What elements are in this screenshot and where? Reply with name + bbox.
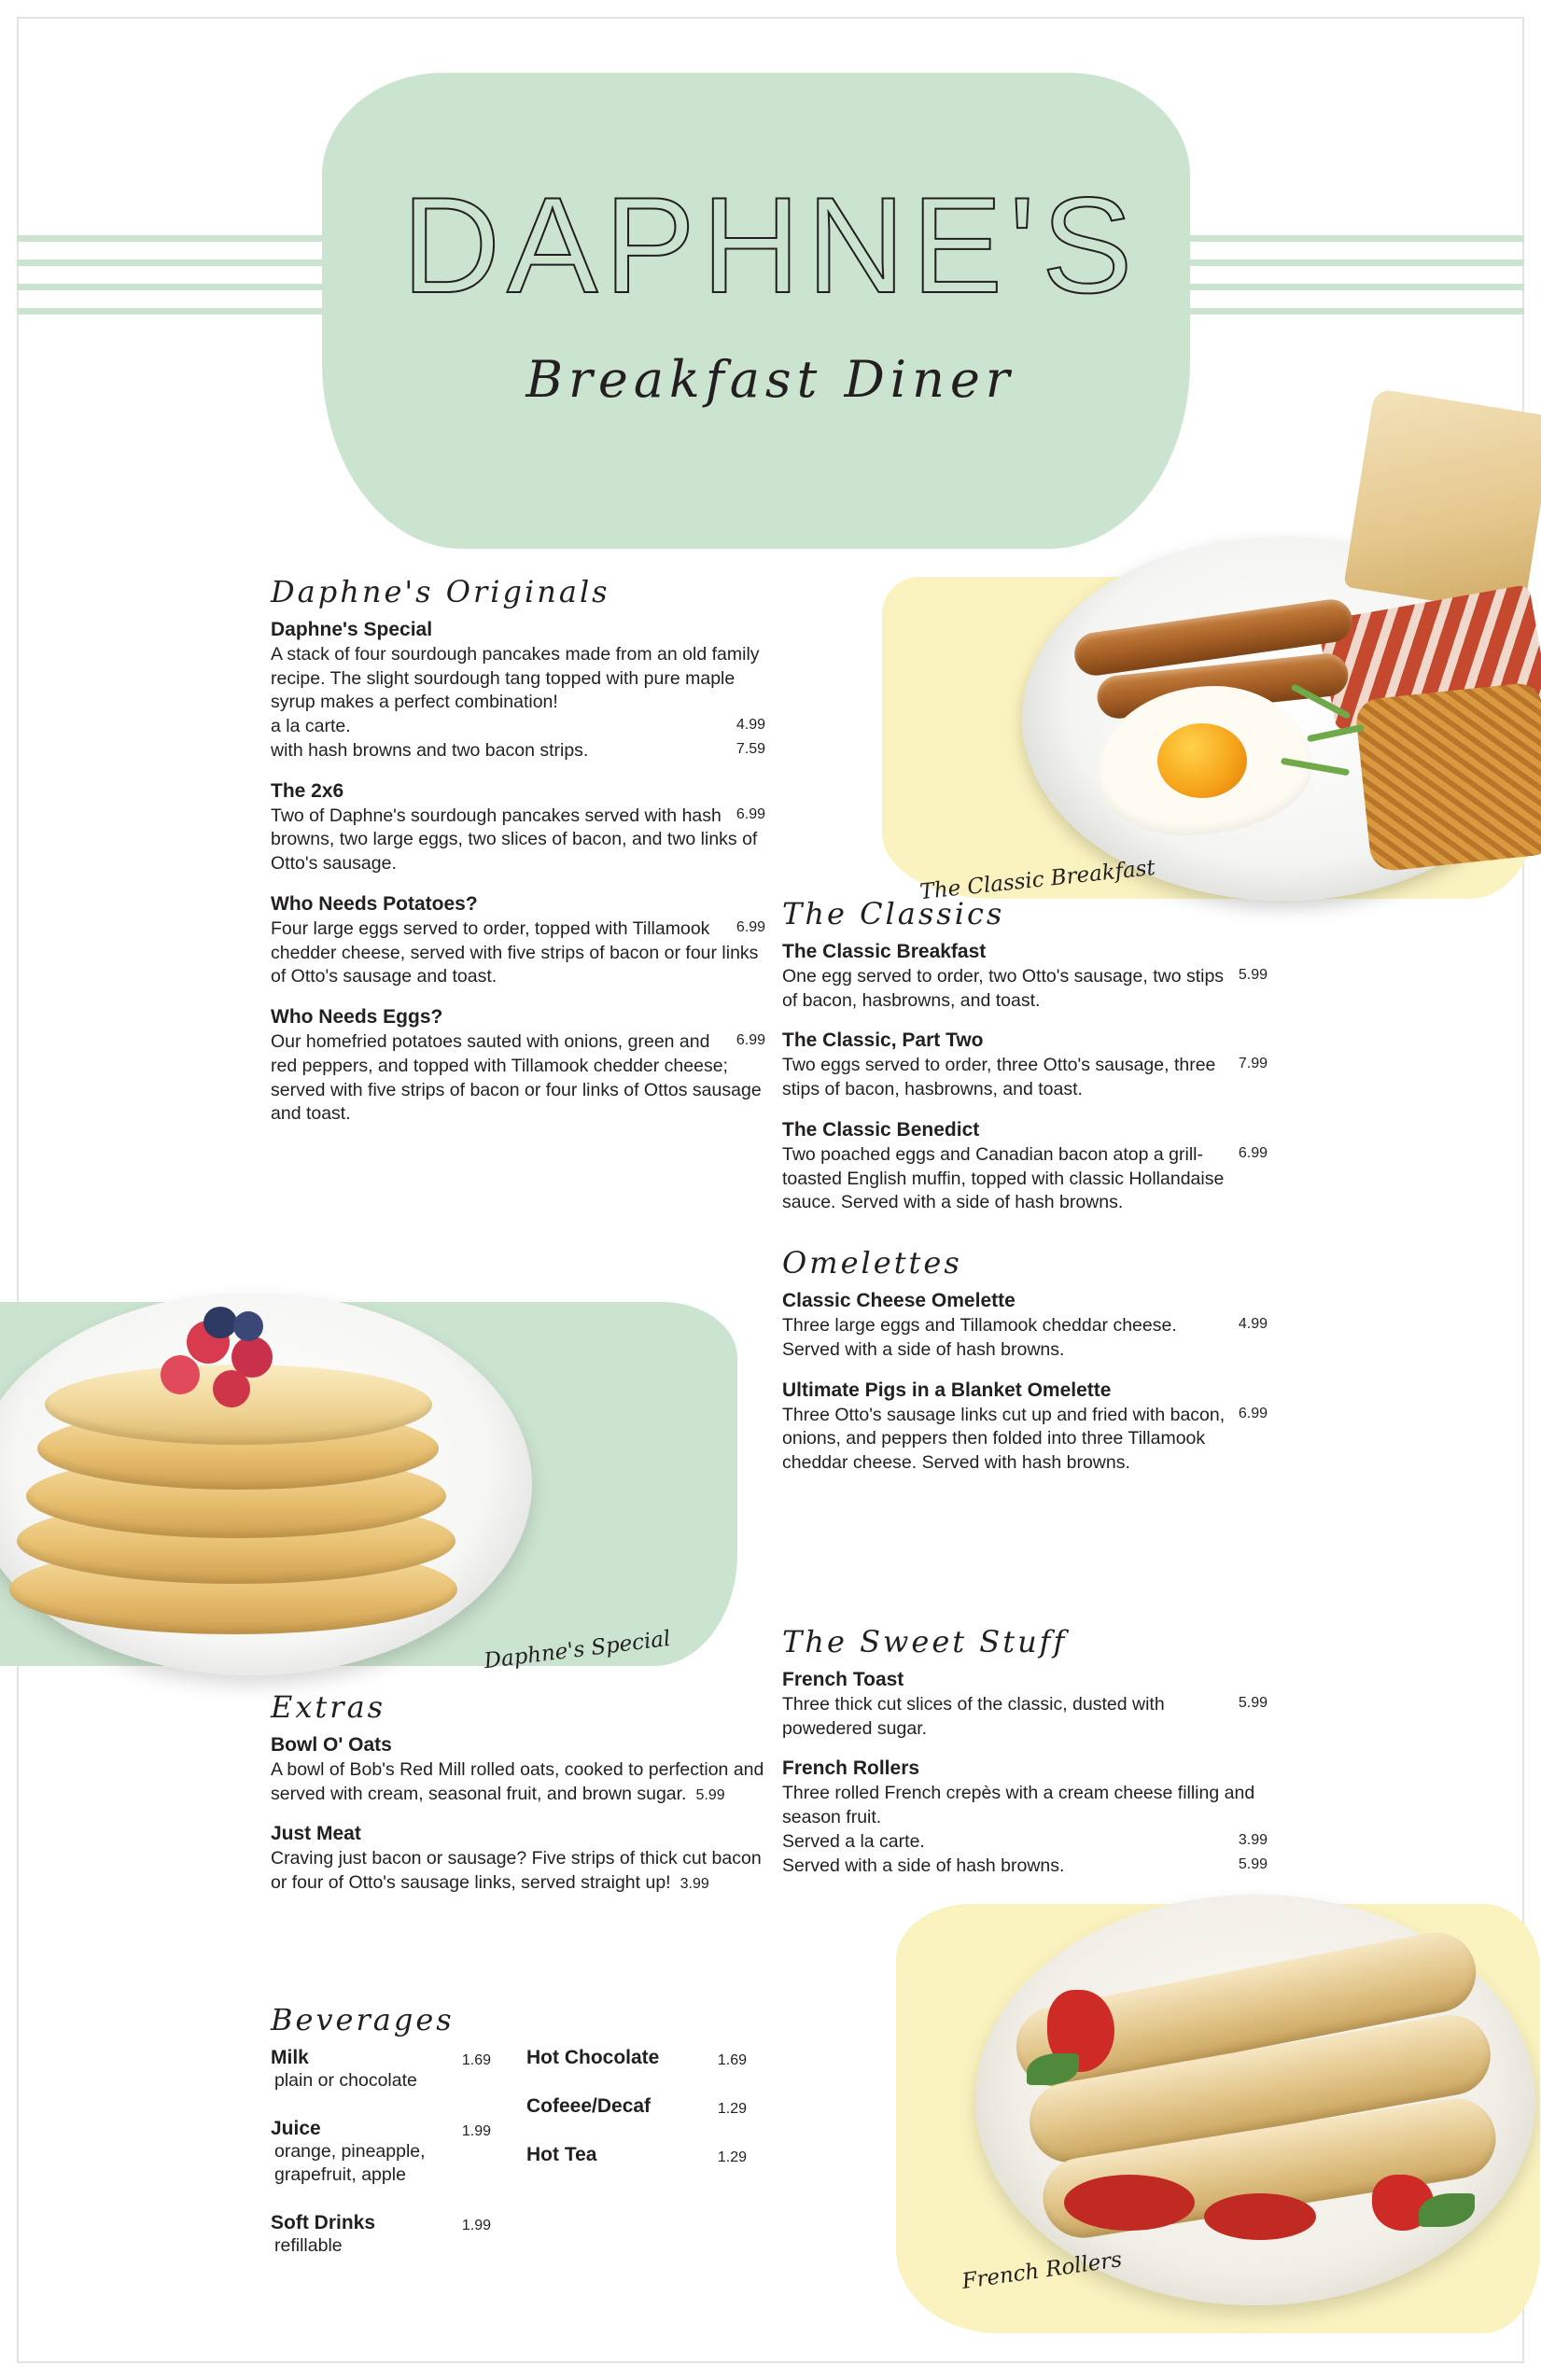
beverage-item: [271, 2212, 491, 2257]
menu-item: [271, 1823, 765, 1895]
section-heading: Extras: [271, 1689, 386, 1725]
beverages-column-left: [271, 2047, 491, 2263]
beverage-item: [526, 2047, 747, 2069]
beverage-price: 1.99: [461, 2123, 491, 2140]
beverage-price: 1.99: [461, 2218, 491, 2234]
item-description-row: [271, 917, 765, 989]
egg-yolk-shape: [1157, 723, 1247, 798]
item-description: Three large eggs and Tillamook cheddar cheese. Served with a side of hash browns.: [782, 1315, 1177, 1360]
beverages-column-right: [526, 2047, 747, 2263]
item-description: A stack of four sourdough pancakes made from an old family recipe. The slight sourdough tang topped with pure maple syrup makes a perfect combination!: [271, 644, 760, 713]
restaurant-tagline: Breakfast Diner: [525, 350, 1016, 409]
item-description-row: [271, 805, 765, 876]
beverage-sub: refillable: [274, 2235, 343, 2257]
item-name: The Classic Breakfast: [782, 941, 987, 962]
item-description-text: A bowl of Bob's Red Mill rolled oats, cooked to perfection and served with cream, seasonal fruit, and brown sugar.: [271, 1759, 764, 1804]
item-description: Our homefried potatoes sauted with onions, green and red peppers, and topped with Tillamook chedder cheese; served with five strips of bacon or four links of Ottos sausage and toast.: [271, 1031, 762, 1125]
item-name: Classic Cheese Omelette: [782, 1290, 1016, 1312]
item-price: 6.99: [735, 918, 765, 935]
beverage-name: Milk: [271, 2047, 309, 2068]
restaurant-name: DAPHNE'S: [401, 169, 1140, 321]
item-price: 5.99: [695, 1786, 725, 1803]
item-option-label: Served with a side of hash browns.: [782, 1855, 1065, 1876]
section-extras: [271, 1689, 765, 1912]
item-description: Three Otto's sausage links cut up and fried with bacon, onions, and peppers then folded into three Tillamook cheddar cheese. Served with hash browns.: [782, 1404, 1226, 1474]
item-name: Ultimate Pigs in a Blanket Omelette: [782, 1379, 1112, 1401]
item-option-row: [271, 739, 765, 763]
item-price: 3.99: [1238, 1831, 1268, 1848]
menu-item: [782, 1029, 1268, 1101]
section-beverages: [271, 2002, 775, 2263]
beverage-item: [526, 2095, 747, 2118]
beverage-item: [271, 2118, 491, 2186]
beverage-price: 1.69: [717, 2052, 747, 2068]
item-price: 5.99: [1238, 1855, 1268, 1872]
menu-item: [782, 1757, 1268, 1878]
beverage-sub: plain or chocolate: [274, 2070, 417, 2091]
beverage-item: [271, 2047, 491, 2092]
menu-header: [0, 0, 1541, 560]
menu-item: [271, 780, 765, 876]
blueberry-shape: [233, 1311, 263, 1341]
item-option-row: [782, 1855, 1268, 1879]
beverage-name: Hot Tea: [526, 2144, 597, 2165]
beverage-name: Hot Chocolate: [526, 2047, 660, 2068]
section-heading: Daphne's Originals: [271, 574, 610, 609]
item-price: 6.99: [735, 805, 765, 822]
section-daphnes-originals: [271, 574, 765, 1143]
beverage-sub: orange, pineapple, grapefruit, apple: [274, 2141, 426, 2185]
item-description-row: [271, 1030, 765, 1127]
sauce-shape: [1064, 2175, 1195, 2231]
menu-item: [782, 941, 1268, 1013]
item-name: Bowl O' Oats: [271, 1734, 392, 1756]
section-the-classics: [782, 896, 1268, 1492]
item-description-row: [782, 1143, 1268, 1215]
beverage-name: Soft Drinks: [271, 2212, 376, 2234]
item-description: Three rolled French crepès with a cream cheese filling and season fruit.: [782, 1783, 1255, 1828]
menu-item: [271, 619, 765, 763]
section-heading: Omelettes: [782, 1245, 962, 1281]
menu-item: [271, 1006, 765, 1127]
item-price: 7.59: [735, 740, 765, 757]
menu-item: [782, 1669, 1268, 1741]
item-option-label: Served a la carte.: [782, 1830, 925, 1852]
section-heading: Beverages: [271, 2002, 455, 2037]
item-description-row: [782, 1054, 1268, 1101]
item-price: 6.99: [1238, 1405, 1268, 1421]
hashbrown-shape: [1354, 681, 1541, 873]
menu-item: [782, 1119, 1268, 1215]
item-name: Who Needs Eggs?: [271, 1006, 443, 1029]
sauce-shape: [1204, 2193, 1316, 2240]
section-heading: The Sweet Stuff: [782, 1624, 1068, 1659]
item-description: Two of Daphne's sourdough pancakes served with hash browns, two large eggs, two slices of bacon, and two links of Otto's sausage.: [271, 805, 758, 875]
item-name: Just Meat: [271, 1823, 361, 1845]
photo-caption-rollers: French Rollers: [960, 2247, 1124, 2294]
item-option-label: with hash browns and two bacon strips.: [271, 739, 589, 761]
item-name: Daphne's Special: [271, 619, 433, 640]
raspberry-shape: [161, 1355, 200, 1394]
item-name: French Toast: [782, 1669, 904, 1690]
item-name: The Classic Benedict: [782, 1118, 980, 1141]
item-price: 6.99: [1238, 1144, 1268, 1161]
item-option-row: [782, 1830, 1268, 1855]
item-price: 4.99: [735, 717, 765, 734]
item-description-text: Craving just bacon or sausage? Five strips of thick cut bacon or four of Otto's sausage links, served straight up!: [271, 1848, 762, 1894]
section-heading: The Classics: [782, 896, 1005, 931]
beverage-price: 1.69: [461, 2052, 491, 2068]
item-price: 3.99: [679, 1876, 709, 1893]
beverage-name: Juice: [271, 2118, 321, 2140]
item-price: 4.99: [1238, 1316, 1268, 1333]
item-name: French Rollers: [782, 1757, 920, 1780]
item-description-row: [782, 1314, 1268, 1362]
photo-caption-classic: The Classic Breakfast: [918, 855, 1156, 905]
item-description-row: [782, 1404, 1268, 1476]
item-option-row: [271, 715, 765, 739]
toast-shape: [1343, 388, 1541, 615]
menu-item: [271, 1734, 765, 1806]
item-price: 6.99: [735, 1032, 765, 1049]
item-description-row: [782, 1693, 1268, 1741]
blueberry-shape: [203, 1307, 237, 1338]
menu-item: [271, 893, 765, 989]
item-option-label: a la carte.: [271, 716, 351, 737]
raspberry-shape: [213, 1370, 250, 1407]
item-description: Three thick cut slices of the classic, dusted with powedered sugar.: [782, 1694, 1165, 1739]
item-price: 7.99: [1238, 1056, 1268, 1072]
item-description: Two poached eggs and Canadian bacon atop a grill-toasted English muffin, topped with classic Hollandaise sauce. Served with a side of hash browns.: [782, 1143, 1225, 1213]
menu-item: [782, 1379, 1268, 1476]
item-name: The Classic, Part Two: [782, 1029, 984, 1052]
item-description-row: [782, 965, 1268, 1013]
item-description: Two eggs served to order, three Otto's sausage, three stips of bacon, hasbrowns, and toast.: [782, 1055, 1216, 1100]
item-name: Who Needs Potatoes?: [271, 892, 478, 915]
beverage-price: 1.29: [717, 2101, 747, 2117]
item-description: [271, 1758, 765, 1806]
item-price: 5.99: [1238, 1695, 1268, 1711]
item-description: One egg served to order, two Otto's sausage, two stips of bacon, hasbrowns, and toast.: [782, 966, 1225, 1011]
section-the-sweet-stuff: [782, 1624, 1268, 1895]
menu-item: [782, 1290, 1268, 1362]
beverage-item: [526, 2144, 747, 2166]
item-price: 5.99: [1238, 967, 1268, 983]
item-description: Four large eggs served to order, topped with Tillamook chedder cheese, served with five strips of bacon or four links of Otto's sausage and toast.: [271, 917, 759, 987]
beverage-name: Cofeee/Decaf: [526, 2095, 651, 2117]
photo-caption-special: Daphne's Special: [483, 1626, 672, 1674]
item-description: [271, 1847, 765, 1895]
item-name: The 2x6: [271, 779, 344, 802]
beverage-price: 1.29: [717, 2149, 747, 2165]
